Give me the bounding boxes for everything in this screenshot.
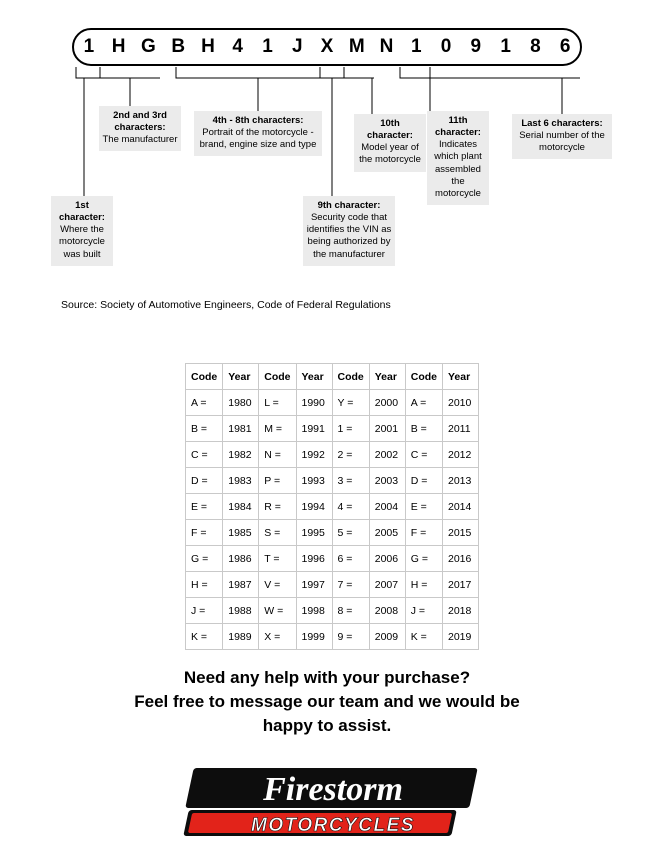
vin-char: 1: [500, 36, 511, 57]
cell-code: F =: [186, 520, 223, 546]
column-header: Year: [369, 364, 405, 390]
cell-year: 2015: [443, 520, 479, 546]
vin-char: X: [320, 36, 334, 57]
callout-body: Indicates which plant assembled the motorcycle: [434, 139, 482, 199]
callout-title: 9th character:: [317, 200, 381, 211]
cell-code: L =: [259, 390, 296, 416]
cell-code: X =: [259, 624, 296, 650]
column-header: Code: [186, 364, 223, 390]
cell-year: 2013: [443, 468, 479, 494]
callout-body: Model year of the motorcycle: [359, 142, 421, 166]
cell-year: 1997: [296, 572, 332, 598]
callout-title: Last 6 characters:: [521, 118, 603, 129]
cell-code: T =: [259, 546, 296, 572]
column-header: Year: [443, 364, 479, 390]
cell-year: 2005: [369, 520, 405, 546]
table-row: [186, 598, 479, 624]
cell-year: 2004: [369, 494, 405, 520]
cell-code: 5 =: [332, 520, 369, 546]
cell-code: A =: [405, 390, 442, 416]
table-row: [186, 390, 479, 416]
cell-year: 2003: [369, 468, 405, 494]
cell-year: 1986: [223, 546, 259, 572]
cell-code: 2 =: [332, 442, 369, 468]
cell-year: 2017: [443, 572, 479, 598]
cell-year: 1987: [223, 572, 259, 598]
callout-tenth-character: [354, 114, 426, 172]
cell-code: E =: [186, 494, 223, 520]
cell-year: 1989: [223, 624, 259, 650]
help-line-2: Feel free to message our team and we would be: [134, 692, 520, 712]
vin-char: 1: [411, 36, 422, 57]
logo-subtitle-text: MOTORCYCLES: [251, 815, 415, 836]
vin-char: 4: [232, 36, 243, 57]
cell-year: 1990: [296, 390, 332, 416]
cell-code: J =: [405, 598, 442, 624]
cell-code: K =: [186, 624, 223, 650]
vin-char: H: [201, 36, 215, 57]
callout-second-third-characters: [99, 106, 181, 151]
cell-year: 1985: [223, 520, 259, 546]
cell-code: B =: [186, 416, 223, 442]
cell-year: 1980: [223, 390, 259, 416]
table-row: [186, 546, 479, 572]
cell-year: 2000: [369, 390, 405, 416]
callout-last-six-characters: [512, 114, 612, 159]
cell-year: 1998: [296, 598, 332, 624]
table-row: [186, 572, 479, 598]
callout-fourth-eighth-characters: [194, 111, 322, 156]
vin-char: 8: [530, 36, 541, 57]
cell-code: 7 =: [332, 572, 369, 598]
cell-year: 1982: [223, 442, 259, 468]
callout-eleventh-character: [427, 111, 489, 205]
cell-code: N =: [259, 442, 296, 468]
callout-title: 11th character:: [435, 115, 481, 139]
cell-year: 2001: [369, 416, 405, 442]
vin-char: 6: [559, 36, 571, 57]
cell-year: 1992: [296, 442, 332, 468]
cell-code: 3 =: [332, 468, 369, 494]
table-row: [186, 468, 479, 494]
source-credit: Source: Society of Automotive Engineers, Code of Federal Regulations: [61, 299, 391, 311]
callout-title: 4th - 8th characters:: [212, 115, 304, 126]
cell-year: 2006: [369, 546, 405, 572]
column-header: Code: [332, 364, 369, 390]
cell-code: F =: [405, 520, 442, 546]
column-header: Code: [259, 364, 296, 390]
cell-code: S =: [259, 520, 296, 546]
cell-code: D =: [186, 468, 223, 494]
column-header: Year: [223, 364, 259, 390]
cell-year: 2007: [369, 572, 405, 598]
vin-char: N: [379, 36, 394, 57]
vin-char: 1: [262, 36, 273, 57]
vin-char: H: [111, 36, 126, 57]
cell-year: 1991: [296, 416, 332, 442]
vin-char: J: [291, 36, 303, 57]
cell-year: 1988: [223, 598, 259, 624]
cell-code: M =: [259, 416, 296, 442]
column-header: Year: [296, 364, 332, 390]
cell-code: 1 =: [332, 416, 369, 442]
vin-char: 9: [470, 36, 482, 57]
cell-year: 2016: [443, 546, 479, 572]
cell-code: G =: [405, 546, 442, 572]
table-row: [186, 416, 479, 442]
cell-year: 1999: [296, 624, 332, 650]
cell-year: 2018: [443, 598, 479, 624]
vin-char: M: [348, 36, 365, 57]
table-row: [186, 442, 479, 468]
cell-year: 2019: [443, 624, 479, 650]
callout-body: The manufacturer: [102, 134, 178, 146]
callout-body: Where the motorcycle was built: [59, 224, 105, 260]
logo-graphic: [173, 762, 493, 846]
help-line-1: Need any help with your purchase?: [183, 668, 471, 687]
cell-code: E =: [405, 494, 442, 520]
cell-code: H =: [405, 572, 442, 598]
table-row: [186, 494, 479, 520]
callout-body: Serial number of the motorcycle: [519, 130, 605, 154]
cell-code: 9 =: [332, 624, 369, 650]
cell-year: 2011: [443, 416, 479, 442]
cell-code: 4 =: [332, 494, 369, 520]
cell-code: 8 =: [332, 598, 369, 624]
cell-code: A =: [186, 390, 223, 416]
table-header-row: [186, 364, 479, 390]
cell-year: 2014: [443, 494, 479, 520]
vin-number-strip: [72, 28, 582, 66]
callout-ninth-character: [303, 196, 395, 266]
column-header: Code: [405, 364, 442, 390]
help-message: [57, 666, 597, 738]
table-row: [186, 520, 479, 546]
cell-code: W =: [259, 598, 296, 624]
callout-first-character: [51, 196, 113, 266]
cell-code: P =: [259, 468, 296, 494]
vin-char: G: [141, 36, 156, 57]
logo-brand-text: Firestorm: [263, 771, 403, 808]
cell-year: 1994: [296, 494, 332, 520]
cell-code: V =: [259, 572, 296, 598]
cell-code: G =: [186, 546, 223, 572]
cell-year: 1995: [296, 520, 332, 546]
cell-year: 1984: [223, 494, 259, 520]
cell-code: K =: [405, 624, 442, 650]
cell-year: 1981: [223, 416, 259, 442]
callout-title: 10th character:: [367, 118, 413, 142]
cell-year: 2009: [369, 624, 405, 650]
cell-code: B =: [405, 416, 442, 442]
vin-char: B: [171, 36, 186, 57]
cell-year: 1983: [223, 468, 259, 494]
callout-body: Portrait of the motorcycle - brand, engine size and type: [199, 127, 317, 151]
model-year-code-table: [185, 363, 479, 650]
vin-char: 1: [83, 36, 95, 57]
cell-code: C =: [186, 442, 223, 468]
cell-code: D =: [405, 468, 442, 494]
cell-code: Y =: [332, 390, 369, 416]
callout-body: Security code that identifies the VIN as being authorized by the manufacturer: [306, 212, 392, 260]
cell-year: 2012: [443, 442, 479, 468]
cell-code: C =: [405, 442, 442, 468]
table-row: [186, 624, 479, 650]
cell-year: 2010: [443, 390, 479, 416]
cell-year: 1996: [296, 546, 332, 572]
cell-year: 1993: [296, 468, 332, 494]
callout-title: 1st character:: [59, 200, 105, 224]
vin-char: 0: [440, 36, 452, 57]
cell-year: 2008: [369, 598, 405, 624]
cell-year: 2002: [369, 442, 405, 468]
help-line-3: happy to assist.: [262, 716, 392, 736]
cell-code: R =: [259, 494, 296, 520]
cell-code: 6 =: [332, 546, 369, 572]
cell-code: H =: [186, 572, 223, 598]
callout-title: 2nd and 3rd characters:: [113, 110, 167, 134]
cell-code: J =: [186, 598, 223, 624]
firestorm-motorcycles-logo: [173, 762, 493, 846]
